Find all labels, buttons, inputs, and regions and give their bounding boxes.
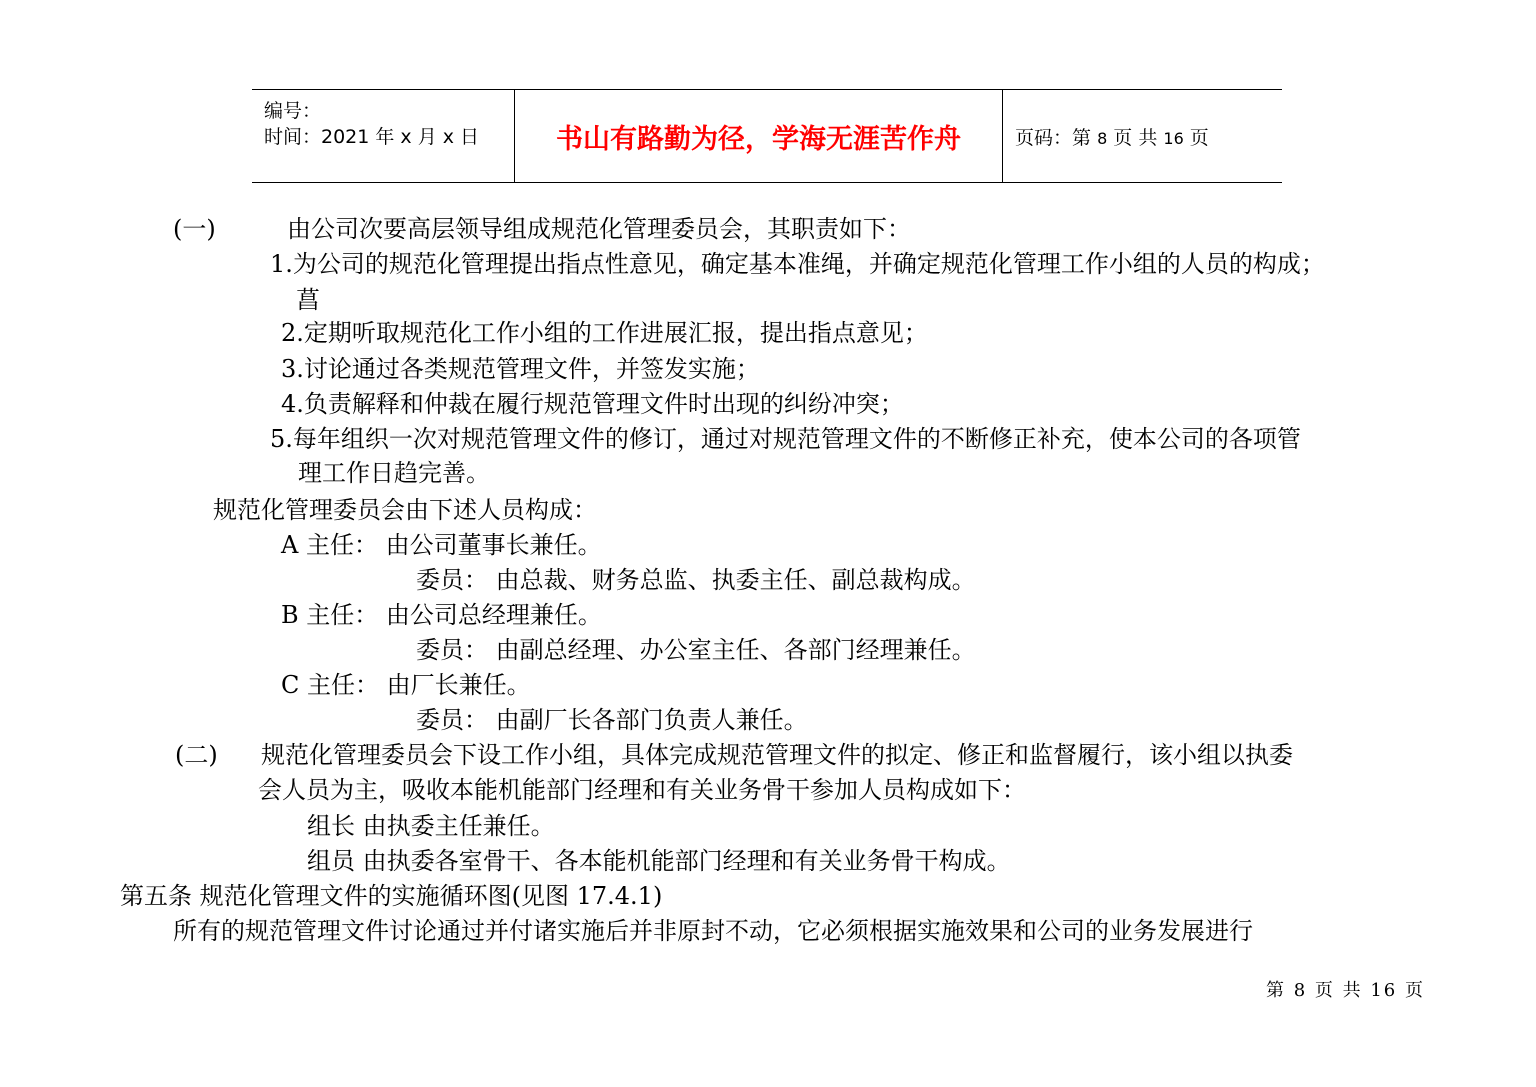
option-c-members: 委员： 由副厂长各部门负责人兼任。: [416, 706, 808, 734]
group-leader: 组长 由执委主任兼任。: [307, 812, 555, 840]
page-mid: 页 共: [1113, 126, 1158, 149]
duty-1: 1.为公司的规范化管理提出指点性意见，确定基本准绳，并确定规范化管理工作小组的人员的构成；: [270, 250, 1325, 278]
page-prefix: 页码：第: [1015, 126, 1092, 149]
option-b-chair: B 主任： 由公司总经理兼任。: [281, 601, 602, 629]
page-current: 8: [1097, 128, 1108, 148]
article-5-text: 所有的规范管理文件讨论通过并付诸实施后并非原封不动，它必须根据实施效果和公司的业务发展进行: [173, 917, 1253, 945]
duty-5: 5.每年组织一次对规范管理文件的修订，通过对规范管理文件的不断修正补充，使本公司的各项管: [270, 425, 1301, 453]
option-a-chair: A 主任： 由公司董事长兼任。: [281, 531, 602, 559]
option-c-chair: C 主任： 由厂长兼任。: [281, 671, 531, 699]
duty-5-continued: 理工作日趋完善。: [298, 459, 490, 487]
page-header: [252, 89, 1282, 183]
serial-label: 编号：: [264, 100, 322, 122]
duty-1-continued: 菖: [296, 286, 320, 314]
duty-3: 3.讨论通过各类规范管理文件，并签发实施；: [281, 355, 760, 383]
duty-4: 4.负责解释和仲裁在履行规范管理文件时出现的纠纷冲突；: [281, 390, 904, 418]
motto: 书山有路勤为径，学海无涯苦作舟: [556, 123, 961, 155]
section-1-marker: (一): [173, 215, 216, 243]
section-1-text: 由公司次要高层领导组成规范化管理委员会，其职责如下：: [287, 215, 911, 243]
section-2-marker: (二): [175, 741, 218, 769]
option-a-members: 委员： 由总裁、财务总监、执委主任、副总裁构成。: [416, 566, 976, 594]
duty-2: 2.定期听取规范化工作小组的工作进展汇报，提出指点意见；: [281, 319, 928, 347]
section-2-continued: 会人员为主，吸收本能机能部门经理和有关业务骨干参加人员构成如下：: [258, 776, 1026, 804]
section-2-text: 规范化管理委员会下设工作小组，具体完成规范管理文件的拟定、修正和监督履行，该小组以执委: [261, 741, 1293, 769]
header-page-cell: [1003, 90, 1282, 182]
time-label: 时间：2021 年 x 月 x 日: [264, 126, 480, 148]
page-number-info: [1015, 123, 1209, 150]
page-suffix: 页: [1189, 126, 1209, 149]
members-intro: 规范化管理委员会由下述人员构成：: [213, 496, 597, 524]
page-total: 16: [1163, 128, 1184, 148]
group-members: 组员 由执委各室骨干、各本能机能部门经理和有关业务骨干构成。: [307, 847, 1011, 875]
header-info-cell: [252, 90, 515, 182]
header-motto-cell: [515, 90, 1003, 182]
page-footer: 第 8 页 共 16 页: [1266, 980, 1425, 1001]
article-5-heading: 第五条 规范化管理文件的实施循环图(见图 17.4.1): [120, 882, 663, 910]
option-b-members: 委员： 由副总经理、办公室主任、各部门经理兼任。: [416, 636, 976, 664]
